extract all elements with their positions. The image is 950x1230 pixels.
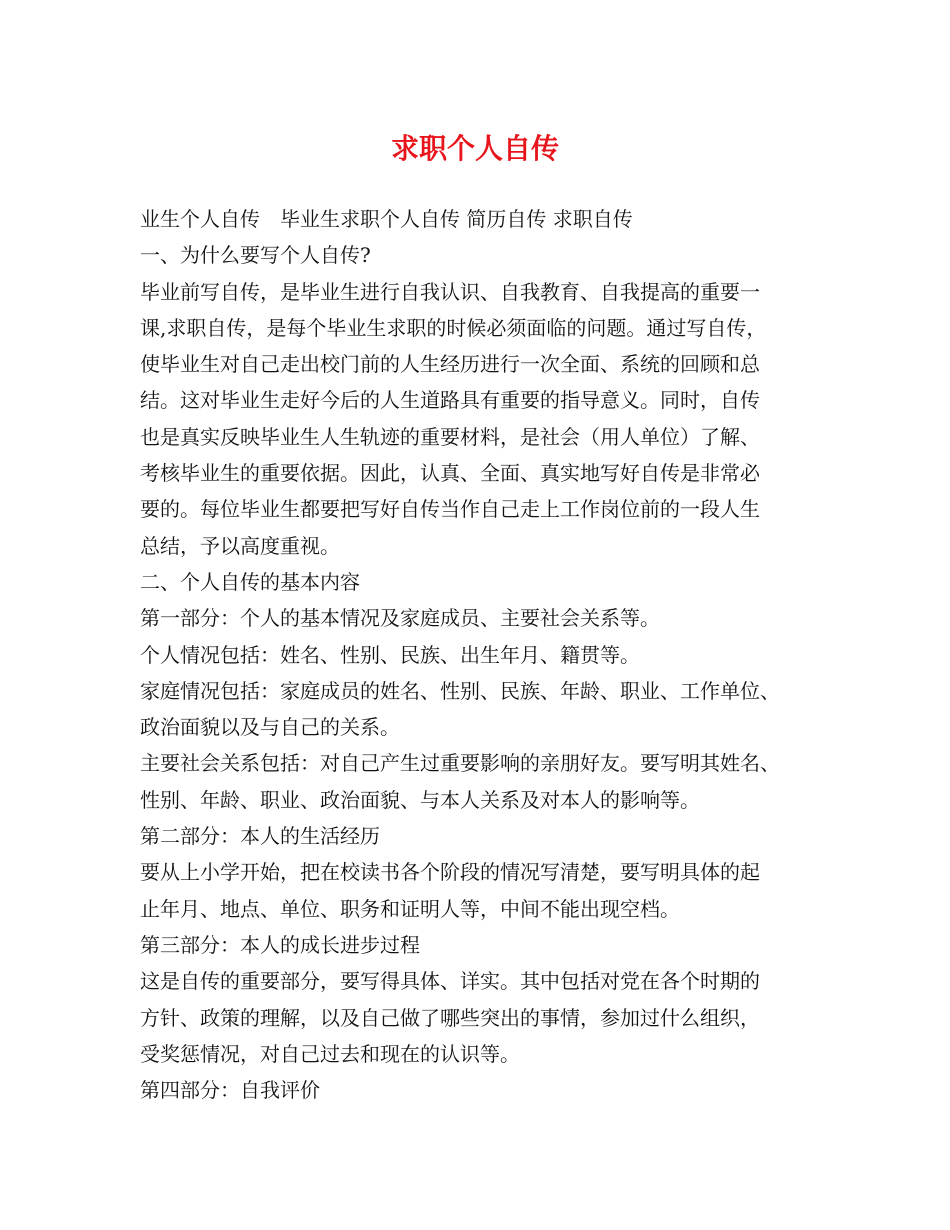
text-line: 第一部分：个人的基本情况及家庭成员、主要社会关系等。 <box>140 606 660 631</box>
text-line: 毕业前写自传，是毕业生进行自我认识、自我教育、自我提高的重要一 <box>140 279 760 304</box>
text-line: 主要社会关系包括：对自己产生过重要影响的亲朋好友。要写明其姓名、 <box>140 751 780 776</box>
section-heading: 第二部分：本人的生活经历 <box>140 824 380 849</box>
text-line: 性别、年龄、职业、政治面貌、与本人关系及对本人的影响等。 <box>140 787 700 812</box>
text-line: 这是自传的重要部分，要写得具体、详实。其中包括对党在各个时期的 <box>140 969 760 994</box>
text-line: 也是真实反映毕业生人生轨迹的重要材料，是社会（用人单位）了解、 <box>140 424 760 449</box>
document-title: 求职个人自传 <box>390 132 559 165</box>
text-line: 考核毕业生的重要依据。因此，认真、全面、真实地写好自传是非常必 <box>140 461 760 486</box>
text-line: 止年月、地点、单位、职务和证明人等，中间不能出现空档。 <box>140 896 680 921</box>
text-line: 个人情况包括：姓名、性别、民族、出生年月、籍贯等。 <box>140 642 640 667</box>
section-heading: 第四部分：自我评价 <box>140 1078 320 1103</box>
text-line: 要的。每位毕业生都要把写好自传当作自己走上工作岗位前的一段人生 <box>140 497 760 522</box>
section-heading: 一、为什么要写个人自传? <box>140 243 371 268</box>
document-body <box>140 201 840 1108</box>
text-line: 家庭情况包括：家庭成员的姓名、性别、民族、年龄、职业、工作单位、 <box>140 678 780 703</box>
text-line: 政治面貌以及与自己的关系。 <box>140 715 400 740</box>
text-line: 结。这对毕业生走好今后的人生道路具有重要的指导意义。同时，自传 <box>140 388 760 413</box>
text-line: 使毕业生对自己走出校门前的人生经历进行一次全面、系统的回顾和总 <box>140 352 760 377</box>
section-heading: 第三部分：本人的成长进步过程 <box>140 932 420 957</box>
text-line: 业生个人自传 毕业生求职个人自传 简历自传 求职自传 <box>140 207 633 231</box>
text-line: 受奖惩情况，对自己过去和现在的认识等。 <box>140 1041 520 1066</box>
text-line: 要从上小学开始，把在校读书各个阶段的情况写清楚，要写明具体的起 <box>140 860 760 885</box>
text-line: 方针、政策的理解，以及自己做了哪些突出的事情，参加过什么组织， <box>140 1005 760 1030</box>
section-heading: 二、个人自传的基本内容 <box>140 569 360 594</box>
text-line: 总结，予以高度重视。 <box>140 533 340 558</box>
text-line: 课,求职自传，是每个毕业生求职的时候必须面临的问题。通过写自传， <box>140 315 767 340</box>
